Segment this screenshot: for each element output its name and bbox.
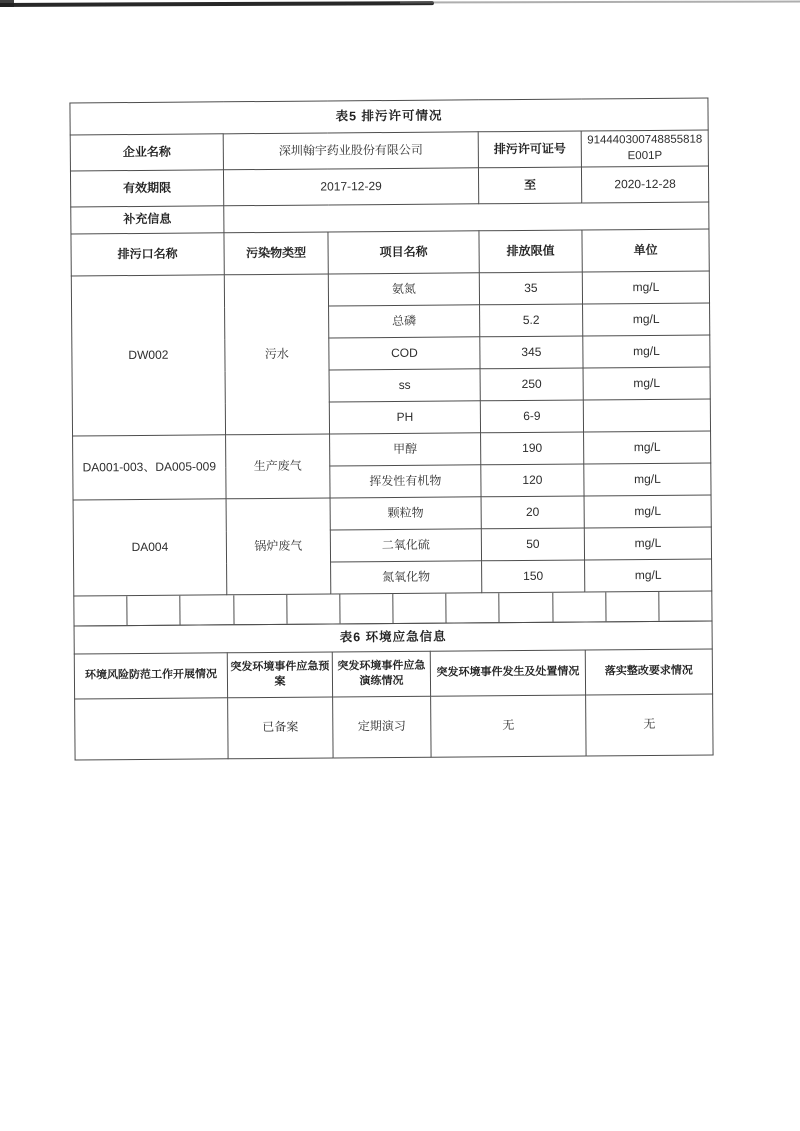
permit-number-label: 排污许可证号 xyxy=(478,131,581,168)
pollutant-type-boiler-gas: 锅炉废气 xyxy=(226,498,331,595)
pollutant-type-process-gas: 生产废气 xyxy=(226,434,330,499)
item-name-cell: 氮氧化物 xyxy=(331,561,482,594)
scan-artifact-streak-left xyxy=(0,1,434,7)
item-name-cell: ss xyxy=(329,369,480,402)
table5-discharge-permit xyxy=(69,97,712,626)
emission-limit-cell: 150 xyxy=(482,560,585,593)
item-name-cell: 挥发性有机物 xyxy=(330,465,481,498)
item-name-cell: 甲醇 xyxy=(330,433,481,466)
emission-limit-cell: 6-9 xyxy=(480,400,583,433)
unit-cell: mg/L xyxy=(584,495,711,528)
col-header-rectification: 落实整改要求情况 xyxy=(585,648,712,694)
unit-cell: mg/L xyxy=(584,431,711,464)
item-name-cell: 氨氮 xyxy=(328,273,479,306)
supplement-info-value xyxy=(224,202,709,233)
unit-cell: mg/L xyxy=(584,527,711,560)
empty-cell xyxy=(181,595,234,624)
empty-cell xyxy=(287,594,340,623)
col-header-emergency-drill: 突发环境事件应急演练情况 xyxy=(332,651,430,697)
item-name-cell: PH xyxy=(329,401,480,434)
incident-handling-value: 无 xyxy=(431,694,586,756)
emission-limit-cell: 50 xyxy=(481,528,584,561)
unit-cell: mg/L xyxy=(583,303,710,336)
emission-limit-cell: 190 xyxy=(481,432,584,465)
rectification-value: 无 xyxy=(586,693,713,755)
unit-cell: mg/L xyxy=(585,559,712,592)
emergency-plan-value: 已备案 xyxy=(228,696,333,758)
emission-limit-cell: 20 xyxy=(481,496,584,529)
table6-title: 表6 环境应急信息 xyxy=(74,620,712,653)
scanned-document xyxy=(69,98,712,760)
empty-cell xyxy=(446,593,499,622)
item-name-cell: 颗粒物 xyxy=(330,497,481,530)
empty-cells-row xyxy=(74,591,712,626)
emission-limit-cell: 345 xyxy=(480,336,583,369)
empty-cell xyxy=(127,596,180,625)
unit-cell xyxy=(583,399,710,432)
empty-cell xyxy=(340,594,393,623)
empty-cell xyxy=(500,593,553,622)
outlet-name-dw002: DW002 xyxy=(71,275,225,436)
unit-cell: mg/L xyxy=(583,367,710,400)
emission-limit-cell: 5.2 xyxy=(480,304,583,337)
col-header-pollutant-type: 污染物类型 xyxy=(224,232,328,275)
table6-emergency-info xyxy=(74,620,714,760)
empty-cell xyxy=(553,592,606,621)
emission-limit-cell: 250 xyxy=(480,368,583,401)
outlet-name-da004: DA004 xyxy=(73,499,227,596)
supplement-info-label: 补充信息 xyxy=(71,206,224,234)
unit-cell: mg/L xyxy=(584,463,711,496)
emission-limit-cell: 120 xyxy=(481,464,584,497)
company-name-label: 企业名称 xyxy=(70,134,223,171)
item-name-cell: 总磷 xyxy=(329,305,480,338)
col-header-risk-prevention: 环境风险防范工作开展情况 xyxy=(74,652,227,698)
unit-cell: mg/L xyxy=(583,335,710,368)
item-name-cell: COD xyxy=(329,337,480,370)
risk-prevention-value xyxy=(75,697,228,759)
col-header-incident-handling: 突发环境事件发生及处置情况 xyxy=(430,649,585,695)
empty-cell xyxy=(393,594,446,623)
item-name-cell: 二氧化硫 xyxy=(330,529,481,562)
empty-cell xyxy=(606,592,659,621)
empty-cell xyxy=(74,596,127,625)
col-header-unit: 单位 xyxy=(582,229,709,272)
col-header-item-name: 项目名称 xyxy=(328,231,479,274)
table5-title: 表5 排污许可情况 xyxy=(70,98,708,135)
scan-artifact-streak-right xyxy=(400,0,800,3)
validity-end-date: 2020-12-28 xyxy=(581,166,708,203)
scan-artifact-corner xyxy=(0,0,14,7)
outlet-name-da001-009: DA001-003、DA005-009 xyxy=(73,435,226,500)
permit-number-value: 914440300748855818E001P xyxy=(581,130,708,167)
company-name-value: 深圳翰宇药业股份有限公司 xyxy=(223,132,478,170)
emission-limit-cell: 35 xyxy=(479,272,582,305)
col-header-emergency-plan: 突发环境事件应急预案 xyxy=(227,651,332,697)
unit-cell: mg/L xyxy=(582,271,709,304)
empty-cell xyxy=(234,595,287,624)
emergency-drill-value: 定期演习 xyxy=(333,696,431,758)
pollutant-type-wastewater: 污水 xyxy=(224,274,329,435)
to-label: 至 xyxy=(478,167,581,204)
col-header-outlet-name: 排污口名称 xyxy=(71,233,224,276)
validity-period-label: 有效期限 xyxy=(70,170,223,207)
empty-cell xyxy=(659,591,711,620)
validity-start-date: 2017-12-29 xyxy=(223,168,478,206)
col-header-emission-limit: 排放限值 xyxy=(479,230,582,273)
